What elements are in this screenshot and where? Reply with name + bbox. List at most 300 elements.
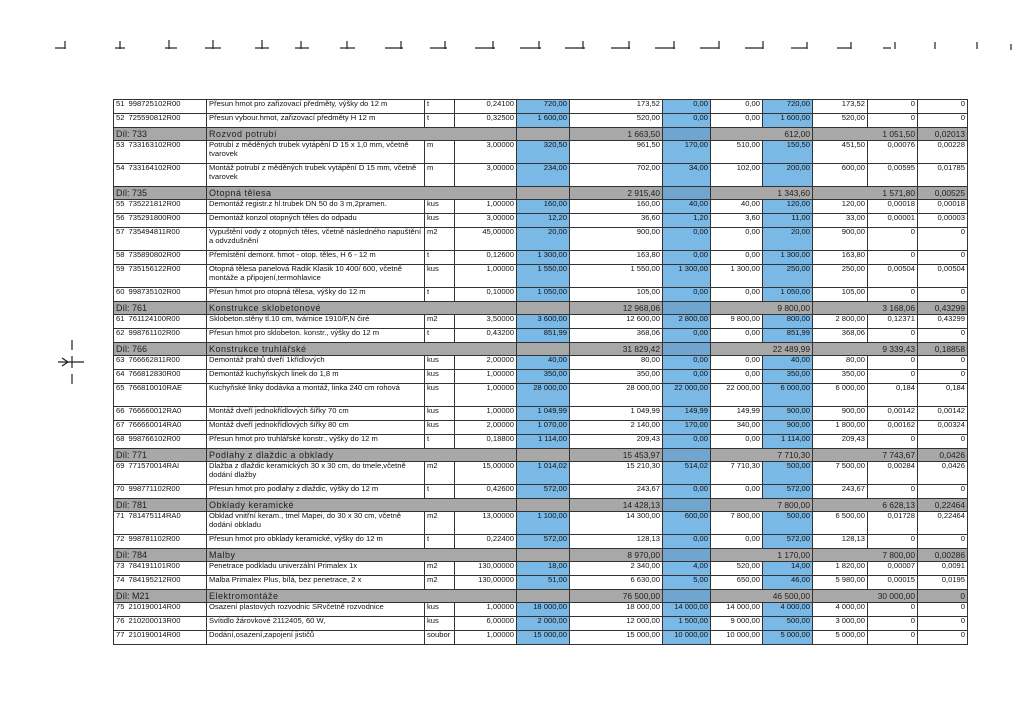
row-unit-price: 1 070,00 [517,421,570,435]
row-value-c: 572,00 [763,485,813,499]
section-code: Díl: 771 [114,449,207,462]
row-value-b: 40,00 [711,200,763,214]
row-number: 74 [114,576,127,590]
row-total: 1 550,00 [570,265,663,288]
row-weight-unit: 0,00595 [868,164,918,187]
row-total: 173,52 [570,100,663,114]
row-unit-price: 1 049,99 [517,407,570,421]
section-code: Díl: 761 [114,302,207,315]
section-row [114,590,968,603]
row-code: 735890802R00 [127,251,207,265]
table-row [114,370,968,384]
row-value-b: 650,00 [711,576,763,590]
row-value-d: 173,52 [813,100,868,114]
row-value-d: 163,80 [813,251,868,265]
row-unit-price: 1 300,00 [517,251,570,265]
row-total: 15 210,30 [570,462,663,485]
scan-edge-marks [55,38,1015,52]
row-value-b: 9 000,00 [711,617,763,631]
row-value-b: 340,00 [711,421,763,435]
section-total-b: 7 710,30 [711,449,813,462]
section-name: Rozvod potrubí [207,128,517,141]
section-total-d: 1 051,50 [813,128,918,141]
row-unit: soubor [425,631,455,645]
row-total: 15 000,00 [570,631,663,645]
row-description: Demontáž kuchyňských linek do 1,8 m [207,370,425,384]
row-unit-price: 20,00 [517,228,570,251]
row-weight: 0 [918,228,968,251]
section-code: Díl: 735 [114,187,207,200]
row-weight: 0 [918,100,968,114]
row-weight-unit: 0,00284 [868,462,918,485]
row-code: 725590812R00 [127,114,207,128]
row-code: 210200013R00 [127,617,207,631]
row-code: 766812830R00 [127,370,207,384]
row-code: 998771102R00 [127,485,207,499]
row-unit: kus [425,384,455,407]
row-quantity: 1,00000 [455,384,517,407]
row-weight-unit: 0 [868,617,918,631]
row-number: 51 [114,100,127,114]
row-description: Obklad vnitřní keram., tmel Mapei, do 30 x 30 cm, včetně dodání obkladu [207,512,425,535]
row-value-d: 1 800,00 [813,421,868,435]
row-value-a: 600,00 [663,512,711,535]
row-code: 998725102R00 [127,100,207,114]
section-code: Díl: M21 [114,590,207,603]
row-value-d: 120,00 [813,200,868,214]
section-row [114,187,968,200]
row-code: 210190014R00 [127,603,207,617]
row-unit-price: 1 050,00 [517,288,570,302]
row-total: 209,43 [570,435,663,449]
section-code: Díl: 733 [114,128,207,141]
row-unit-price: 3 600,00 [517,315,570,329]
row-value-c: 120,00 [763,200,813,214]
row-quantity: 0,18800 [455,435,517,449]
row-weight-unit: 0 [868,535,918,549]
section-weight: 0,00525 [918,187,968,200]
row-unit: t [425,288,455,302]
row-unit: kus [425,200,455,214]
section-total: 76 500,00 [570,590,663,603]
row-total: 14 300,00 [570,512,663,535]
row-unit-price: 51,00 [517,576,570,590]
row-description: Osazení plastových rozvodnic SRvčetně rozvodnice [207,603,425,617]
table-row [114,384,968,407]
row-number: 65 [114,384,127,407]
section-total: 14 428,13 [570,499,663,512]
row-code: 998766102R00 [127,435,207,449]
table-row [114,407,968,421]
row-quantity: 0,42600 [455,485,517,499]
row-quantity: 1,00000 [455,603,517,617]
row-description: Montáž dveří jednokřídlových šířky 80 cm [207,421,425,435]
row-total: 900,00 [570,228,663,251]
row-value-c: 250,00 [763,265,813,288]
table-row [114,421,968,435]
section-empty [517,549,570,562]
row-quantity: 2,00000 [455,356,517,370]
row-code: 998761102R00 [127,329,207,343]
section-empty [517,449,570,462]
row-value-d: 451,50 [813,141,868,164]
row-value-a: 34,00 [663,164,711,187]
row-description: Montáž potrubí z měděných trubek vytápění D 15 mm, včetně tvarovek [207,164,425,187]
row-value-c: 851,99 [763,329,813,343]
row-number: 69 [114,462,127,485]
row-number: 53 [114,141,127,164]
row-weight-unit: 0,00018 [868,200,918,214]
section-row [114,343,968,356]
row-description: Přesun hmot pro truhlářské konstr., výšky do 12 m [207,435,425,449]
table-row [114,535,968,549]
row-code: 998735102R00 [127,288,207,302]
row-value-c: 720,00 [763,100,813,114]
section-total-d: 9 339,43 [813,343,918,356]
table-row [114,251,968,265]
section-name: Obklady keramické [207,499,517,512]
row-value-a: 0,00 [663,485,711,499]
row-unit-price: 320,50 [517,141,570,164]
section-name: Konstrukce truhlářské [207,343,517,356]
row-quantity: 3,00000 [455,141,517,164]
row-code: 766660012RA0 [127,407,207,421]
row-value-b: 0,00 [711,535,763,549]
row-total: 12 600,00 [570,315,663,329]
row-weight: 0,0195 [918,576,968,590]
table-row [114,617,968,631]
row-unit-price: 40,00 [517,356,570,370]
row-number: 61 [114,315,127,329]
row-quantity: 3,00000 [455,164,517,187]
row-value-c: 800,00 [763,315,813,329]
row-value-c: 4 000,00 [763,603,813,617]
row-total: 350,00 [570,370,663,384]
row-number: 77 [114,631,127,645]
section-empty [517,187,570,200]
row-code: 733163102R00 [127,141,207,164]
row-unit: t [425,114,455,128]
section-code: Díl: 784 [114,549,207,562]
row-total: 12 000,00 [570,617,663,631]
row-description: Přesun vybour.hmot, zařizovací předměty H 12 m [207,114,425,128]
row-value-b: 520,00 [711,562,763,576]
row-code: 784191101R00 [127,562,207,576]
row-value-d: 2 800,00 [813,315,868,329]
row-weight-unit: 0,00142 [868,407,918,421]
row-quantity: 0,24100 [455,100,517,114]
row-description: Potrubí z měděných trubek vytápění D 15 x 1,0 mm, včetně tvarovek [207,141,425,164]
row-weight-unit: 0,00001 [868,214,918,228]
row-description: Vypuštění vody z otopných těles, včetně následného napuštění a odvzdušnění [207,228,425,251]
row-unit: m [425,141,455,164]
section-row [114,449,968,462]
section-weight: 0,43299 [918,302,968,315]
row-value-a: 1,20 [663,214,711,228]
row-value-d: 1 820,00 [813,562,868,576]
row-weight-unit: 0,00162 [868,421,918,435]
section-empty [517,590,570,603]
table-row [114,356,968,370]
table-row [114,214,968,228]
table-row [114,200,968,214]
row-weight: 0 [918,251,968,265]
row-value-c: 20,00 [763,228,813,251]
row-value-d: 6 500,00 [813,512,868,535]
row-value-d: 350,00 [813,370,868,384]
row-value-d: 900,00 [813,228,868,251]
row-total: 128,13 [570,535,663,549]
row-value-b: 9 800,00 [711,315,763,329]
row-quantity: 3,00000 [455,214,517,228]
row-total: 28 000,00 [570,384,663,407]
section-weight: 0,02013 [918,128,968,141]
row-number: 75 [114,603,127,617]
row-code: 735221812R00 [127,200,207,214]
section-total: 12 968,06 [570,302,663,315]
row-code: 735494811R00 [127,228,207,251]
row-quantity: 13,00000 [455,512,517,535]
row-value-c: 46,00 [763,576,813,590]
section-total-d: 1 571,80 [813,187,918,200]
row-description: Přesun hmot pro zařizovací předměty, výšky do 12 m [207,100,425,114]
row-number: 68 [114,435,127,449]
row-description: Svítidlo žárovkové 2112405, 60 W, [207,617,425,631]
row-unit: m2 [425,576,455,590]
row-quantity: 6,00000 [455,617,517,631]
row-value-b: 0,00 [711,370,763,384]
section-total: 1 663,50 [570,128,663,141]
row-unit-price: 18 000,00 [517,603,570,617]
section-empty [517,343,570,356]
row-total: 36,60 [570,214,663,228]
row-total: 163,80 [570,251,663,265]
row-value-a: 0,00 [663,535,711,549]
row-value-a: 40,00 [663,200,711,214]
row-unit: m2 [425,562,455,576]
row-value-a: 0,00 [663,251,711,265]
row-weight: 0 [918,114,968,128]
row-total: 2 140,00 [570,421,663,435]
table-row [114,100,968,114]
section-total-b: 9 800,00 [711,302,813,315]
row-value-a: 4,00 [663,562,711,576]
row-number: 72 [114,535,127,549]
row-description: Malba Primalex Plus, bílá, bez penetrace, 2 x [207,576,425,590]
row-code: 210190014R00 [127,631,207,645]
row-value-d: 243,67 [813,485,868,499]
row-unit-price: 2 000,00 [517,617,570,631]
row-number: 71 [114,512,127,535]
row-unit-price: 1 100,00 [517,512,570,535]
row-number: 76 [114,617,127,631]
row-value-a: 22 000,00 [663,384,711,407]
row-unit: t [425,485,455,499]
section-total-b: 1 170,00 [711,549,813,562]
table-row [114,603,968,617]
section-empty [663,499,711,512]
row-value-a: 0,00 [663,435,711,449]
row-value-b: 7 800,00 [711,512,763,535]
section-code: Díl: 766 [114,343,207,356]
section-empty [517,128,570,141]
row-value-b: 22 000,00 [711,384,763,407]
row-weight: 0,22464 [918,512,968,535]
section-total-d: 3 168,06 [813,302,918,315]
table-row [114,485,968,499]
row-code: 771570014RAI [127,462,207,485]
row-value-c: 6 000,00 [763,384,813,407]
row-number: 73 [114,562,127,576]
row-total: 2 340,00 [570,562,663,576]
row-value-c: 1 114,00 [763,435,813,449]
row-weight-unit: 0,00076 [868,141,918,164]
row-value-d: 5 980,00 [813,576,868,590]
row-code: 998781102R00 [127,535,207,549]
row-weight-unit: 0 [868,485,918,499]
row-value-b: 7 710,30 [711,462,763,485]
row-quantity: 0,32500 [455,114,517,128]
row-unit: kus [425,617,455,631]
row-unit: kus [425,421,455,435]
section-total: 31 829,42 [570,343,663,356]
row-value-d: 600,00 [813,164,868,187]
row-value-b: 0,00 [711,288,763,302]
section-row [114,128,968,141]
table-row [114,141,968,164]
row-total: 961,50 [570,141,663,164]
row-unit-price: 1 550,00 [517,265,570,288]
section-weight: 0,00286 [918,549,968,562]
row-value-d: 250,00 [813,265,868,288]
row-number: 59 [114,265,127,288]
row-value-b: 3,60 [711,214,763,228]
row-value-d: 7 500,00 [813,462,868,485]
row-description: Demontáž registr.z hl.trubek DN 50 do 3 m,2pramen. [207,200,425,214]
row-value-a: 14 000,00 [663,603,711,617]
row-weight-unit: 0 [868,603,918,617]
row-value-b: 0,00 [711,356,763,370]
row-weight: 0,00018 [918,200,968,214]
section-total-d: 7 800,00 [813,549,918,562]
row-value-c: 1 600,00 [763,114,813,128]
row-value-d: 33,00 [813,214,868,228]
row-value-d: 3 000,00 [813,617,868,631]
row-value-b: 0,00 [711,435,763,449]
row-unit-price: 28 000,00 [517,384,570,407]
row-description: Dodání,osazení,zapojení jističů [207,631,425,645]
row-value-a: 0,00 [663,329,711,343]
row-value-c: 200,00 [763,164,813,187]
section-total-b: 46 500,00 [711,590,813,603]
row-weight-unit: 0 [868,370,918,384]
row-weight: 0 [918,617,968,631]
row-value-a: 1 300,00 [663,265,711,288]
row-value-b: 1 300,00 [711,265,763,288]
row-value-a: 0,00 [663,100,711,114]
row-value-c: 150,50 [763,141,813,164]
section-empty [663,449,711,462]
row-unit: kus [425,214,455,228]
row-unit-price: 572,00 [517,485,570,499]
row-weight: 0 [918,485,968,499]
section-name: Elektromontáže [207,590,517,603]
table-body [114,100,968,645]
row-weight: 0,01785 [918,164,968,187]
row-value-a: 0,00 [663,228,711,251]
row-unit-price: 350,00 [517,370,570,384]
row-total: 6 630,00 [570,576,663,590]
row-weight: 0 [918,435,968,449]
section-empty [517,499,570,512]
row-value-d: 80,00 [813,356,868,370]
row-value-b: 0,00 [711,485,763,499]
row-number: 54 [114,164,127,187]
row-value-b: 0,00 [711,114,763,128]
row-unit-price: 572,00 [517,535,570,549]
row-value-c: 500,00 [763,617,813,631]
row-weight: 0 [918,288,968,302]
row-code: 733164102R00 [127,164,207,187]
row-quantity: 130,00000 [455,576,517,590]
row-number: 70 [114,485,127,499]
row-value-c: 11,00 [763,214,813,228]
table-row [114,265,968,288]
row-weight-unit: 0,00015 [868,576,918,590]
row-weight: 0,00142 [918,407,968,421]
row-value-c: 350,00 [763,370,813,384]
row-weight: 0 [918,370,968,384]
row-unit: t [425,251,455,265]
row-value-d: 900,00 [813,407,868,421]
row-weight-unit: 0,01728 [868,512,918,535]
row-value-d: 128,13 [813,535,868,549]
row-total: 105,00 [570,288,663,302]
row-number: 62 [114,329,127,343]
row-weight: 0,00324 [918,421,968,435]
section-name: Malby [207,549,517,562]
row-unit-price: 18,00 [517,562,570,576]
row-value-b: 102,00 [711,164,763,187]
row-weight: 0 [918,356,968,370]
row-value-c: 1 050,00 [763,288,813,302]
row-value-a: 10 000,00 [663,631,711,645]
row-description: Přesun hmot pro otopná tělesa, výšky do 12 m [207,288,425,302]
section-total: 2 915,40 [570,187,663,200]
row-value-b: 14 000,00 [711,603,763,617]
row-code: 766660014RA0 [127,421,207,435]
row-value-b: 149,99 [711,407,763,421]
row-value-c: 5 000,00 [763,631,813,645]
row-weight-unit: 0 [868,228,918,251]
table-row [114,329,968,343]
section-weight: 0,18858 [918,343,968,356]
row-description: Montáž dveří jednokřídlových šířky 70 cm [207,407,425,421]
row-code: 735156122R00 [127,265,207,288]
row-value-d: 368,06 [813,329,868,343]
section-weight: 0,0426 [918,449,968,462]
row-unit: m2 [425,228,455,251]
row-number: 58 [114,251,127,265]
row-unit: kus [425,265,455,288]
row-quantity: 0,22400 [455,535,517,549]
row-code: 735291800R00 [127,214,207,228]
row-value-a: 170,00 [663,141,711,164]
row-unit-price: 720,00 [517,100,570,114]
row-description: Sklobeton.stěny tl.10 cm, tvárnice 1910/F,N čiré [207,315,425,329]
row-weight: 0 [918,535,968,549]
section-total-d: 7 743,67 [813,449,918,462]
